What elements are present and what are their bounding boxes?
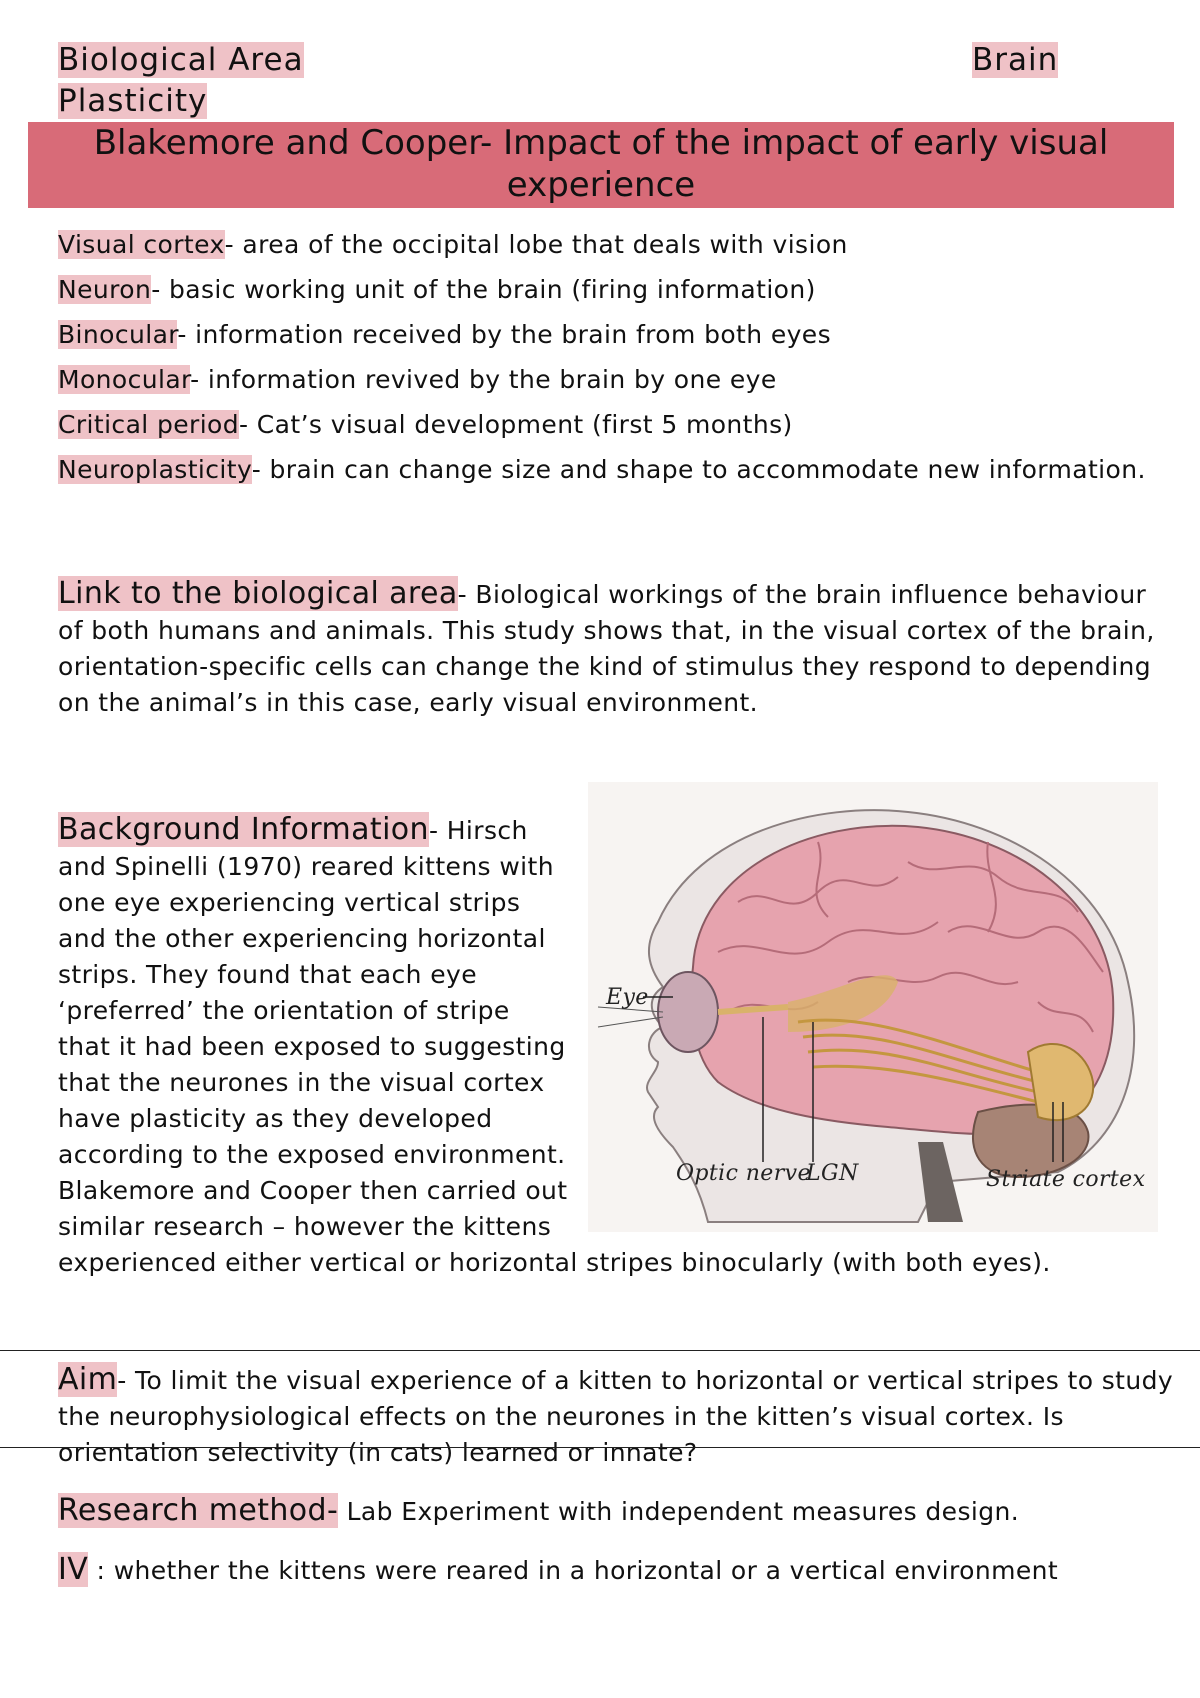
definition-text: - information revived by the brain by one eye: [190, 365, 777, 394]
aim-heading: Aim: [58, 1362, 118, 1397]
definition-term: Monocular: [58, 365, 191, 394]
divider-top: [0, 1350, 1200, 1351]
link-text: - Biological workings of the brain influence behaviour of both humans and animals. This study shows that, in the visual cortex of the brain, orientation-specific cells can change the kind of stimulus they respond to depending on the animal’s in this case, early visual environment.: [58, 580, 1155, 717]
header-area-label: Biological Area: [58, 42, 304, 78]
definition-text: - basic working unit of the brain (firing information): [151, 275, 816, 304]
background-section: [58, 812, 1158, 1281]
definition-term: Neuroplasticity: [58, 455, 252, 484]
iv-text: : whether the kittens were reared in a horizontal or a vertical environment: [88, 1556, 1059, 1585]
background-heading: Background Information: [58, 812, 429, 847]
definition-item: [58, 318, 1158, 352]
definition-term: Binocular: [58, 320, 178, 349]
brain-diagram-svg: [588, 782, 1158, 1232]
definition-text: - brain can change size and shape to accommodate new information.: [251, 455, 1146, 484]
research-method-heading: Research method-: [58, 1493, 339, 1528]
background-text: - Hirsch and Spinelli (1970) reared kittens with one eye experiencing vertical strips and the other experiencing horizontal strips. They found that each eye ‘preferred’ the orientation of stripe that it had been exposed to suggesting that the neurones in the visual cortex have plasticity as they developed according to the exposed environment. Blakemore and Cooper then carried out similar research – however the kittens experienced either vertical or horizontal stripes binocularly (with both eyes).: [58, 816, 1051, 1277]
definition-term: Critical period: [58, 410, 240, 439]
definition-item: [58, 273, 1158, 307]
aim-section: [58, 1362, 1198, 1471]
definition-item: [58, 363, 1158, 397]
title-line-1: Blakemore and Cooper- Impact of the impact of early visual: [93, 123, 1109, 163]
definition-item: [58, 408, 1158, 442]
label-striate-cortex: Striate cortex: [986, 1167, 1146, 1192]
research-method-text: Lab Experiment with independent measures design.: [338, 1497, 1020, 1526]
definition-text: - Cat’s visual development (first 5 months): [239, 410, 793, 439]
iv-heading: IV: [58, 1552, 89, 1587]
header-topic: [972, 40, 1058, 81]
title-line-2: experience: [506, 165, 696, 205]
definitions-list: [58, 228, 1158, 497]
label-optic-nerve: Optic nerve: [676, 1161, 811, 1186]
definition-item: [58, 453, 1158, 486]
definition-text: - information received by the brain from both eyes: [177, 320, 832, 349]
header-area: [58, 40, 304, 122]
research-method-section: [58, 1493, 1158, 1530]
header-topic-label: Brain: [972, 42, 1059, 78]
definition-term: Neuron: [58, 275, 152, 304]
link-section: [58, 576, 1158, 721]
header-area-continued: Plasticity: [58, 83, 208, 119]
iv-section: [58, 1552, 1158, 1589]
definition-text: - area of the occipital lobe that deals with vision: [224, 230, 848, 259]
eyeball: [658, 972, 718, 1052]
brain-diagram: [588, 782, 1158, 1232]
title-banner: [28, 122, 1174, 208]
aim-text: - To limit the visual experience of a kitten to horizontal or vertical stripes to study the neurophysiological effects on the neurones in the kitten’s visual cortex. Is orientation selectivity (in cats) learned or innate?: [58, 1366, 1174, 1467]
label-eye: Eye: [606, 985, 649, 1010]
label-lgn: LGN: [806, 1161, 859, 1186]
definition-item: [58, 228, 1158, 262]
divider-bottom: [0, 1447, 1200, 1448]
definition-term: Visual cortex: [58, 230, 225, 259]
link-heading: Link to the biological area: [58, 576, 458, 611]
